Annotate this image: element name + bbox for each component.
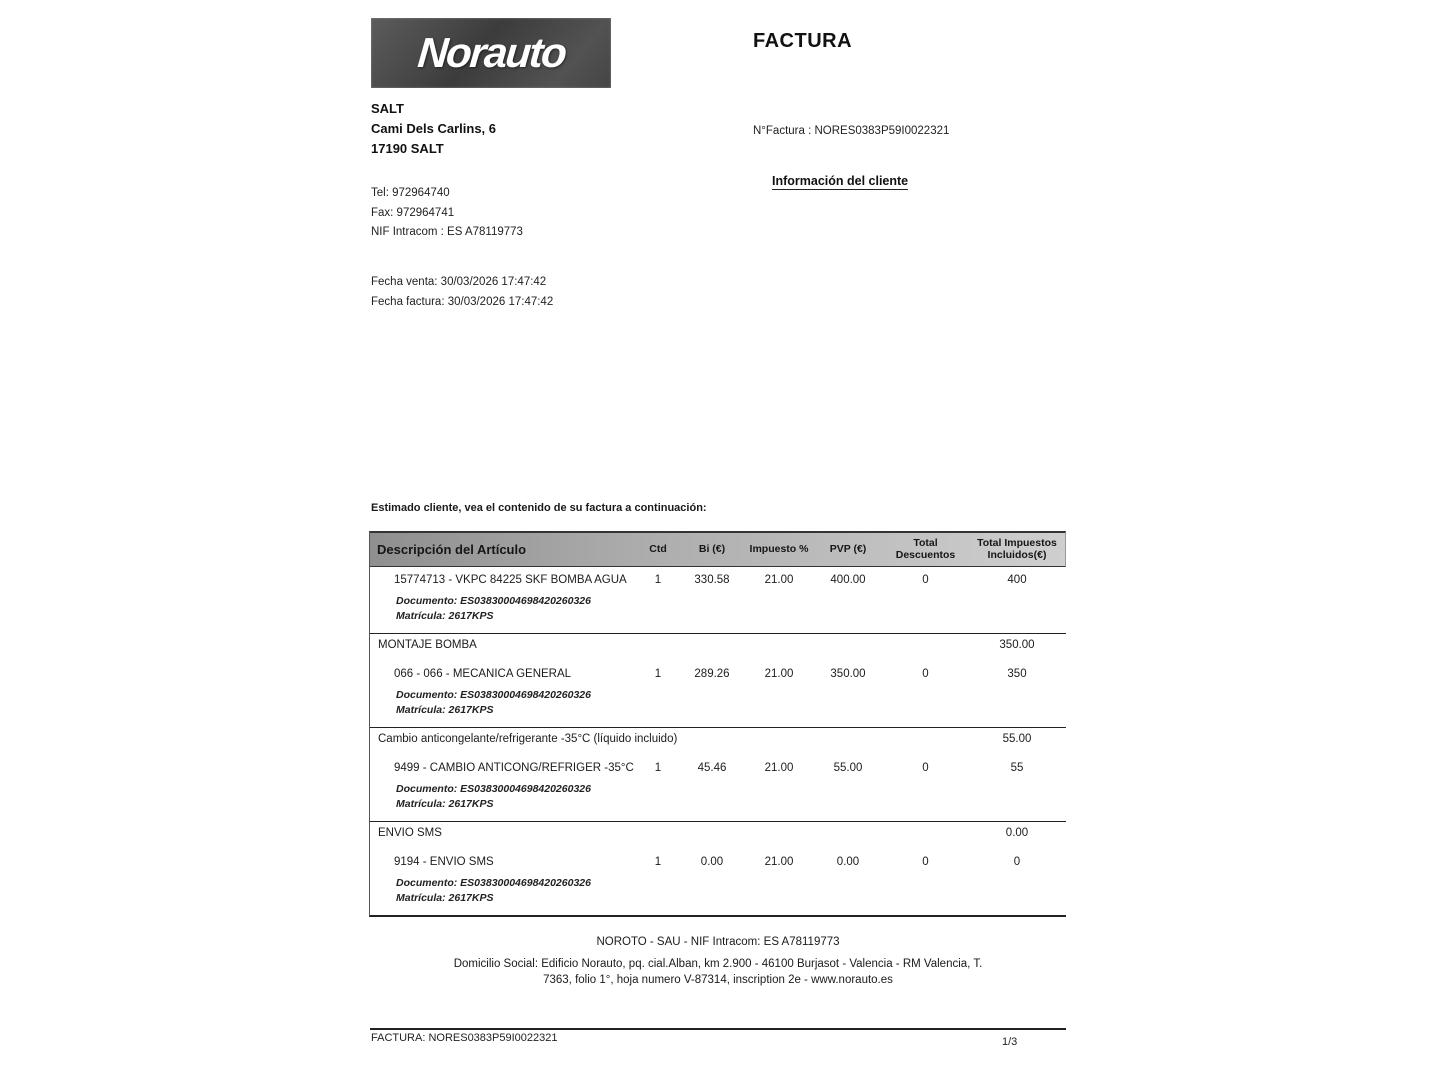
item-pvp: 400.00 (830, 574, 866, 586)
item-group-bomba-agua (370, 567, 1066, 633)
item-documento: Documento: ES03830004698420260326 (396, 689, 591, 701)
col-header-pvp: PVP (€) (829, 543, 867, 555)
store-address-block (371, 99, 496, 159)
footer-address-line1: Domicilio Social: Edificio Norauto, pq. cial.Alban, km 2.900 - 46100 Burjasot - Valencia - RM Valencia, T. (453, 958, 983, 970)
document-title: FACTURA (753, 30, 853, 52)
item-group-anticongelante (370, 727, 1066, 821)
item-impuesto: 21.00 (764, 762, 794, 774)
item-matricula: Matrícula: 2617KPS (396, 892, 494, 904)
store-contact-block (371, 184, 523, 243)
item-matricula: Matrícula: 2617KPS (396, 704, 494, 716)
item-bi: 45.46 (697, 762, 727, 774)
group-header-row (370, 634, 1066, 651)
item-ctd: 1 (654, 856, 662, 868)
item-description: 15774713 - VKPC 84225 SKF BOMBA AGUA (394, 574, 627, 586)
bottom-divider (370, 1028, 1066, 1030)
footer-address-line2: 7363, folio 1°, hoja numero V-87314, inscription 2e - www.norauto.es (543, 974, 893, 986)
item-impuesto: 21.00 (764, 574, 794, 586)
group-total: 0.00 (1005, 827, 1029, 839)
table-header-row (370, 531, 1066, 567)
item-description: 9194 - ENVIO SMS (394, 856, 494, 868)
invoice-number: N°Factura : NORES0383P59I0022321 (753, 125, 950, 137)
col-header-impuesto: Impuesto % (749, 543, 809, 555)
item-descuentos: 0 (922, 574, 929, 586)
item-bi: 289.26 (694, 668, 730, 680)
company-footer (370, 934, 1066, 988)
item-descuentos: 0 (922, 856, 929, 868)
norauto-logo (371, 18, 611, 88)
item-impuestos-incluidos: 350 (1007, 668, 1027, 680)
group-total: 350.00 (999, 639, 1035, 651)
item-documento: Documento: ES03830004698420260326 (396, 783, 591, 795)
store-fax: Fax: 972964741 (371, 206, 455, 219)
page-number: 1/3 (1002, 1036, 1018, 1048)
item-impuestos-incluidos: 55 (1010, 762, 1024, 774)
col-header-ctd: Ctd (649, 543, 667, 555)
group-header-row (370, 822, 1066, 839)
group-title: MONTAJE BOMBA (378, 639, 477, 651)
store-tel: Tel: 972964740 (371, 187, 450, 199)
item-impuestos-incluidos: 400 (1007, 574, 1027, 586)
item-documento: Documento: ES03830004698420260326 (396, 595, 591, 607)
store-address-line1: Cami Dels Carlins, 6 (371, 121, 496, 136)
item-descuentos: 0 (922, 668, 929, 680)
item-group-envio-sms (370, 821, 1066, 915)
item-description: 9499 - CAMBIO ANTICONG/REFRIGER -35°C (394, 762, 634, 774)
fecha-factura: Fecha factura: 30/03/2026 17:47:42 (371, 296, 554, 308)
item-descuentos: 0 (922, 762, 929, 774)
item-ctd: 1 (654, 762, 662, 774)
col-header-descuentos: Total Descuentos (895, 537, 956, 561)
store-name: SALT (371, 101, 404, 116)
item-matricula: Matrícula: 2617KPS (396, 798, 494, 810)
intro-text: Estimado cliente, vea el contenido de su factura a continuación: (371, 502, 707, 514)
item-pvp: 0.00 (836, 856, 860, 868)
store-nif: NIF Intracom : ES A78119773 (371, 226, 523, 238)
item-group-montaje-bomba (370, 633, 1066, 727)
items-table (369, 531, 1066, 917)
item-row (370, 567, 1066, 586)
item-impuesto: 21.00 (764, 668, 794, 680)
item-bi: 0.00 (700, 856, 724, 868)
client-info-heading: Información del cliente (772, 174, 909, 188)
col-header-bi: Bi (€) (698, 543, 726, 555)
item-description: 066 - 066 - MECANICA GENERAL (394, 668, 572, 680)
footer-company-line: NOROTO - SAU - NIF Intracom: ES A78119773 (596, 936, 840, 948)
group-header-row (370, 728, 1066, 745)
invoice-dates-block (371, 272, 553, 312)
bottom-factura-reference: FACTURA: NORES0383P59I0022321 (371, 1032, 558, 1044)
item-ctd: 1 (654, 668, 662, 680)
group-total: 55.00 (1002, 733, 1032, 745)
store-address-line2: 17190 SALT (371, 141, 444, 156)
item-row (370, 661, 1066, 680)
item-ctd: 1 (654, 574, 662, 586)
item-documento: Documento: ES03830004698420260326 (396, 877, 591, 889)
item-bi: 330.58 (694, 574, 730, 586)
col-header-impuestos-incluidos: Total Impuestos Incluidos(€) (977, 537, 1057, 561)
item-pvp: 55.00 (833, 762, 863, 774)
group-title: Cambio anticongelante/refrigerante -35°C (líquido incluido) (378, 733, 678, 745)
norauto-logo-text: Norauto (415, 29, 567, 76)
item-impuestos-incluidos: 0 (1013, 856, 1021, 868)
item-row (370, 755, 1066, 774)
item-impuesto: 21.00 (764, 856, 794, 868)
item-matricula: Matrícula: 2617KPS (396, 610, 494, 622)
fecha-venta: Fecha venta: 30/03/2026 17:47:42 (371, 276, 547, 288)
col-header-descripcion: Descripción del Artículo (377, 541, 527, 557)
group-title: ENVIO SMS (378, 827, 442, 839)
item-pvp: 350.00 (830, 668, 866, 680)
item-row (370, 849, 1066, 868)
